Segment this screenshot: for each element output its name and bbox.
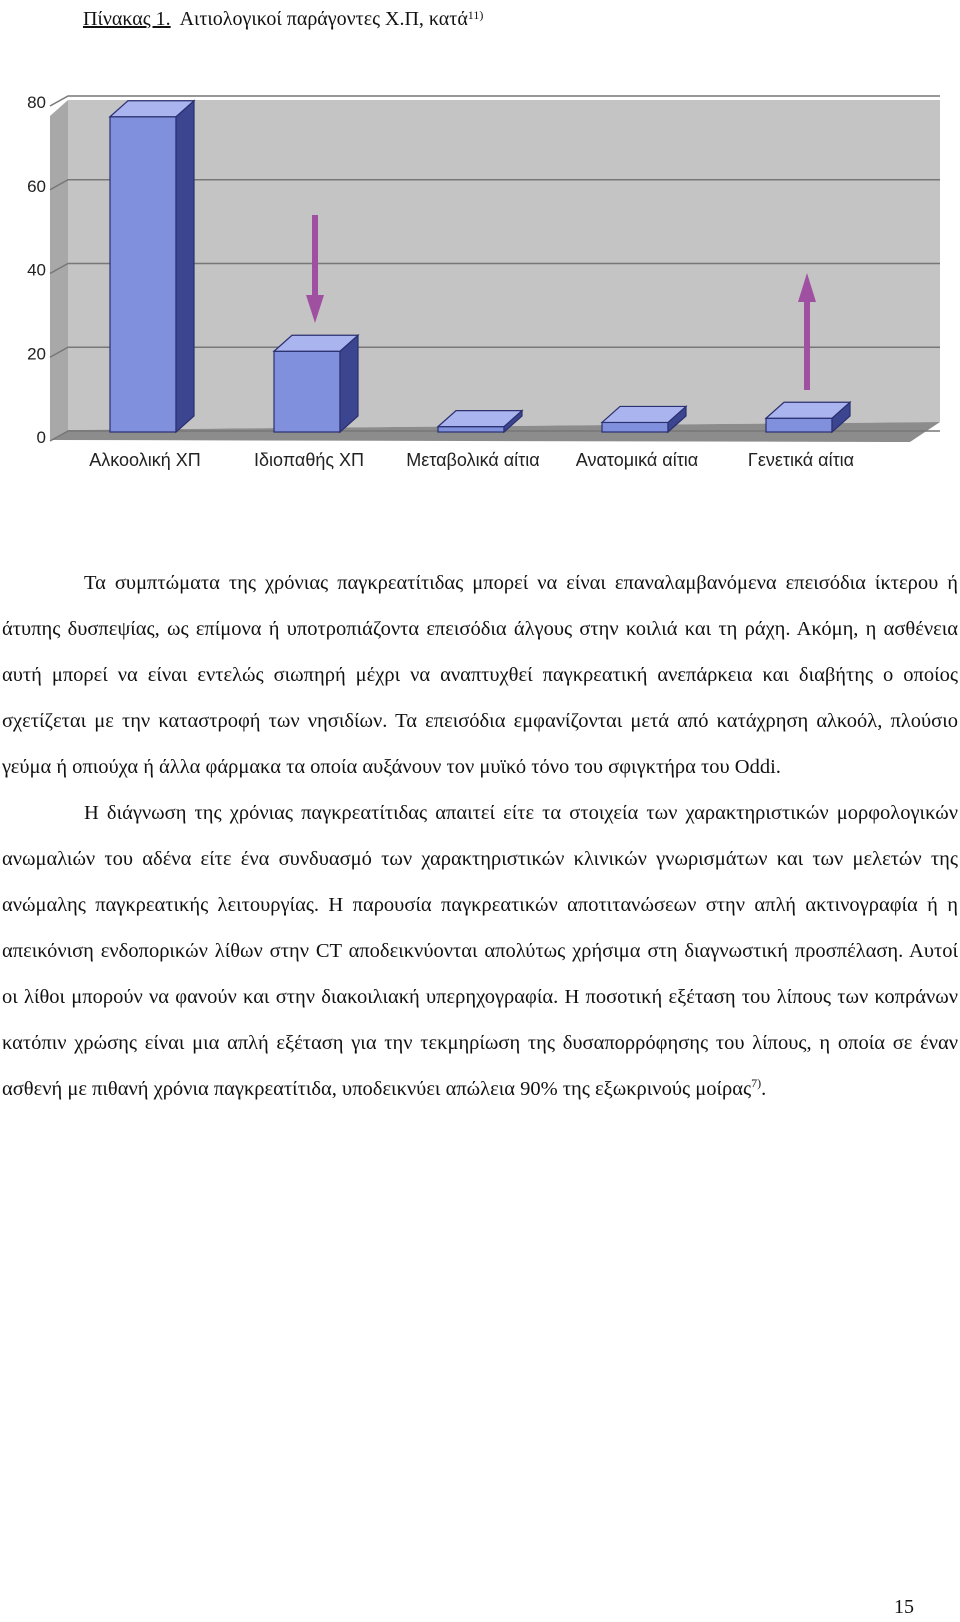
page-number: 15 xyxy=(894,1596,914,1618)
paragraph-diagnosis-reference: 7) xyxy=(751,1076,762,1091)
bar xyxy=(274,351,340,432)
caption-label: Πίνακας 1. xyxy=(83,8,171,30)
x-tick-label: Ιδιοπαθής ΧΠ xyxy=(253,450,365,470)
paragraph-diagnosis xyxy=(2,790,958,1112)
y-tick-label: 20 xyxy=(27,344,46,364)
paragraph-diagnosis-text: Η διάγνωση της χρόνιας παγκρεατίτιδας απαιτεί είτε τα στοιχεία των χαρακτηριστικών μορφολογικών ανωμαλιών του αδένα είτε ένα συνδυασμό των χαρακτηριστικών κλινικών γνωρισμάτων και των μελετών της ανώμαλης παγκρεατικής λειτουργίας. Η παρουσία παγκρεατικών αποτιτανώσεων στην απλή ακτινογραφία ή η απεικόνιση ενδοπορικών λίθων στην CT αποδεικνύονται απολύτως χρήσιμα στη διαγνωστική προσπέλαση. Αυτοί οι λίθοι μπορούν να φανούν και στην διακοιλιακή υπερηχογραφία. Η ποσοτική εξέταση του λίπους των κοπράνων κατόπιν χρώσης είναι μια απλή εξέταση για την τεκμηρίωση της δυσαπορρόφησης του λίπους, η οποία σε έναν ασθενή με πιθανή χρόνια παγκρεατίτιδα, υποδεικνύει απώλεια 90% της εξωκρινούς μοίρας xyxy=(2,802,958,1100)
caption-title: Αιτιολογικοί παράγοντες Χ.Π, κατά xyxy=(179,8,468,30)
bar-side xyxy=(176,101,194,432)
paragraph-diagnosis-end: . xyxy=(761,1078,767,1100)
x-tick-label: Ανατομικά αίτια xyxy=(575,450,699,470)
bar xyxy=(110,117,176,432)
y-tick-label: 40 xyxy=(27,260,46,280)
paragraph-symptoms: Τα συμπτώματα της χρόνιας παγκρεατίτιδας μπορεί να είναι επαναλαμβανόμενα επεισόδια ίκτερου ή άτυπης δυσπεψίας, ως επίμονα ή υποτροπιάζοντα επεισόδια άλγους στην κοιλιά και τη ράχη. Ακόμη, η ασθένεια αυτή μπορεί να είναι εντελώς σιωπηρή μέχρι να αναπτυχθεί παγκρεατική ανεπάρκεια και διαβήτης ο οποίος σχετίζεται με την καταστροφή των νησιδίων. Τα επεισόδια εμφανίζονται μετά από κατάχρηση αλκοόλ, πλούσιο γεύμα ή οπιούχα ή άλλα φάρμακα τα οποία αυξάνουν τον μυϊκό τόνο του σφιγκτήρα του Oddi. xyxy=(2,572,958,778)
body-text xyxy=(2,560,958,1112)
chart-side-wall xyxy=(50,100,68,440)
y-tick-label: 80 xyxy=(27,93,46,112)
bar xyxy=(602,422,668,432)
x-tick-label: Μεταβολικά αίτια xyxy=(406,450,540,470)
y-tick-label: 0 xyxy=(36,428,46,447)
caption-reference: 11) xyxy=(467,8,484,22)
y-tick-label: 60 xyxy=(27,176,46,196)
table-caption xyxy=(83,4,483,34)
x-tick-label: Γενετικά αίτια xyxy=(747,450,855,470)
bar-side xyxy=(340,335,358,432)
bar xyxy=(438,427,504,432)
x-tick-label: Αλκοολική ΧΠ xyxy=(89,450,201,470)
bar-chart xyxy=(0,80,960,480)
bar xyxy=(766,418,832,432)
